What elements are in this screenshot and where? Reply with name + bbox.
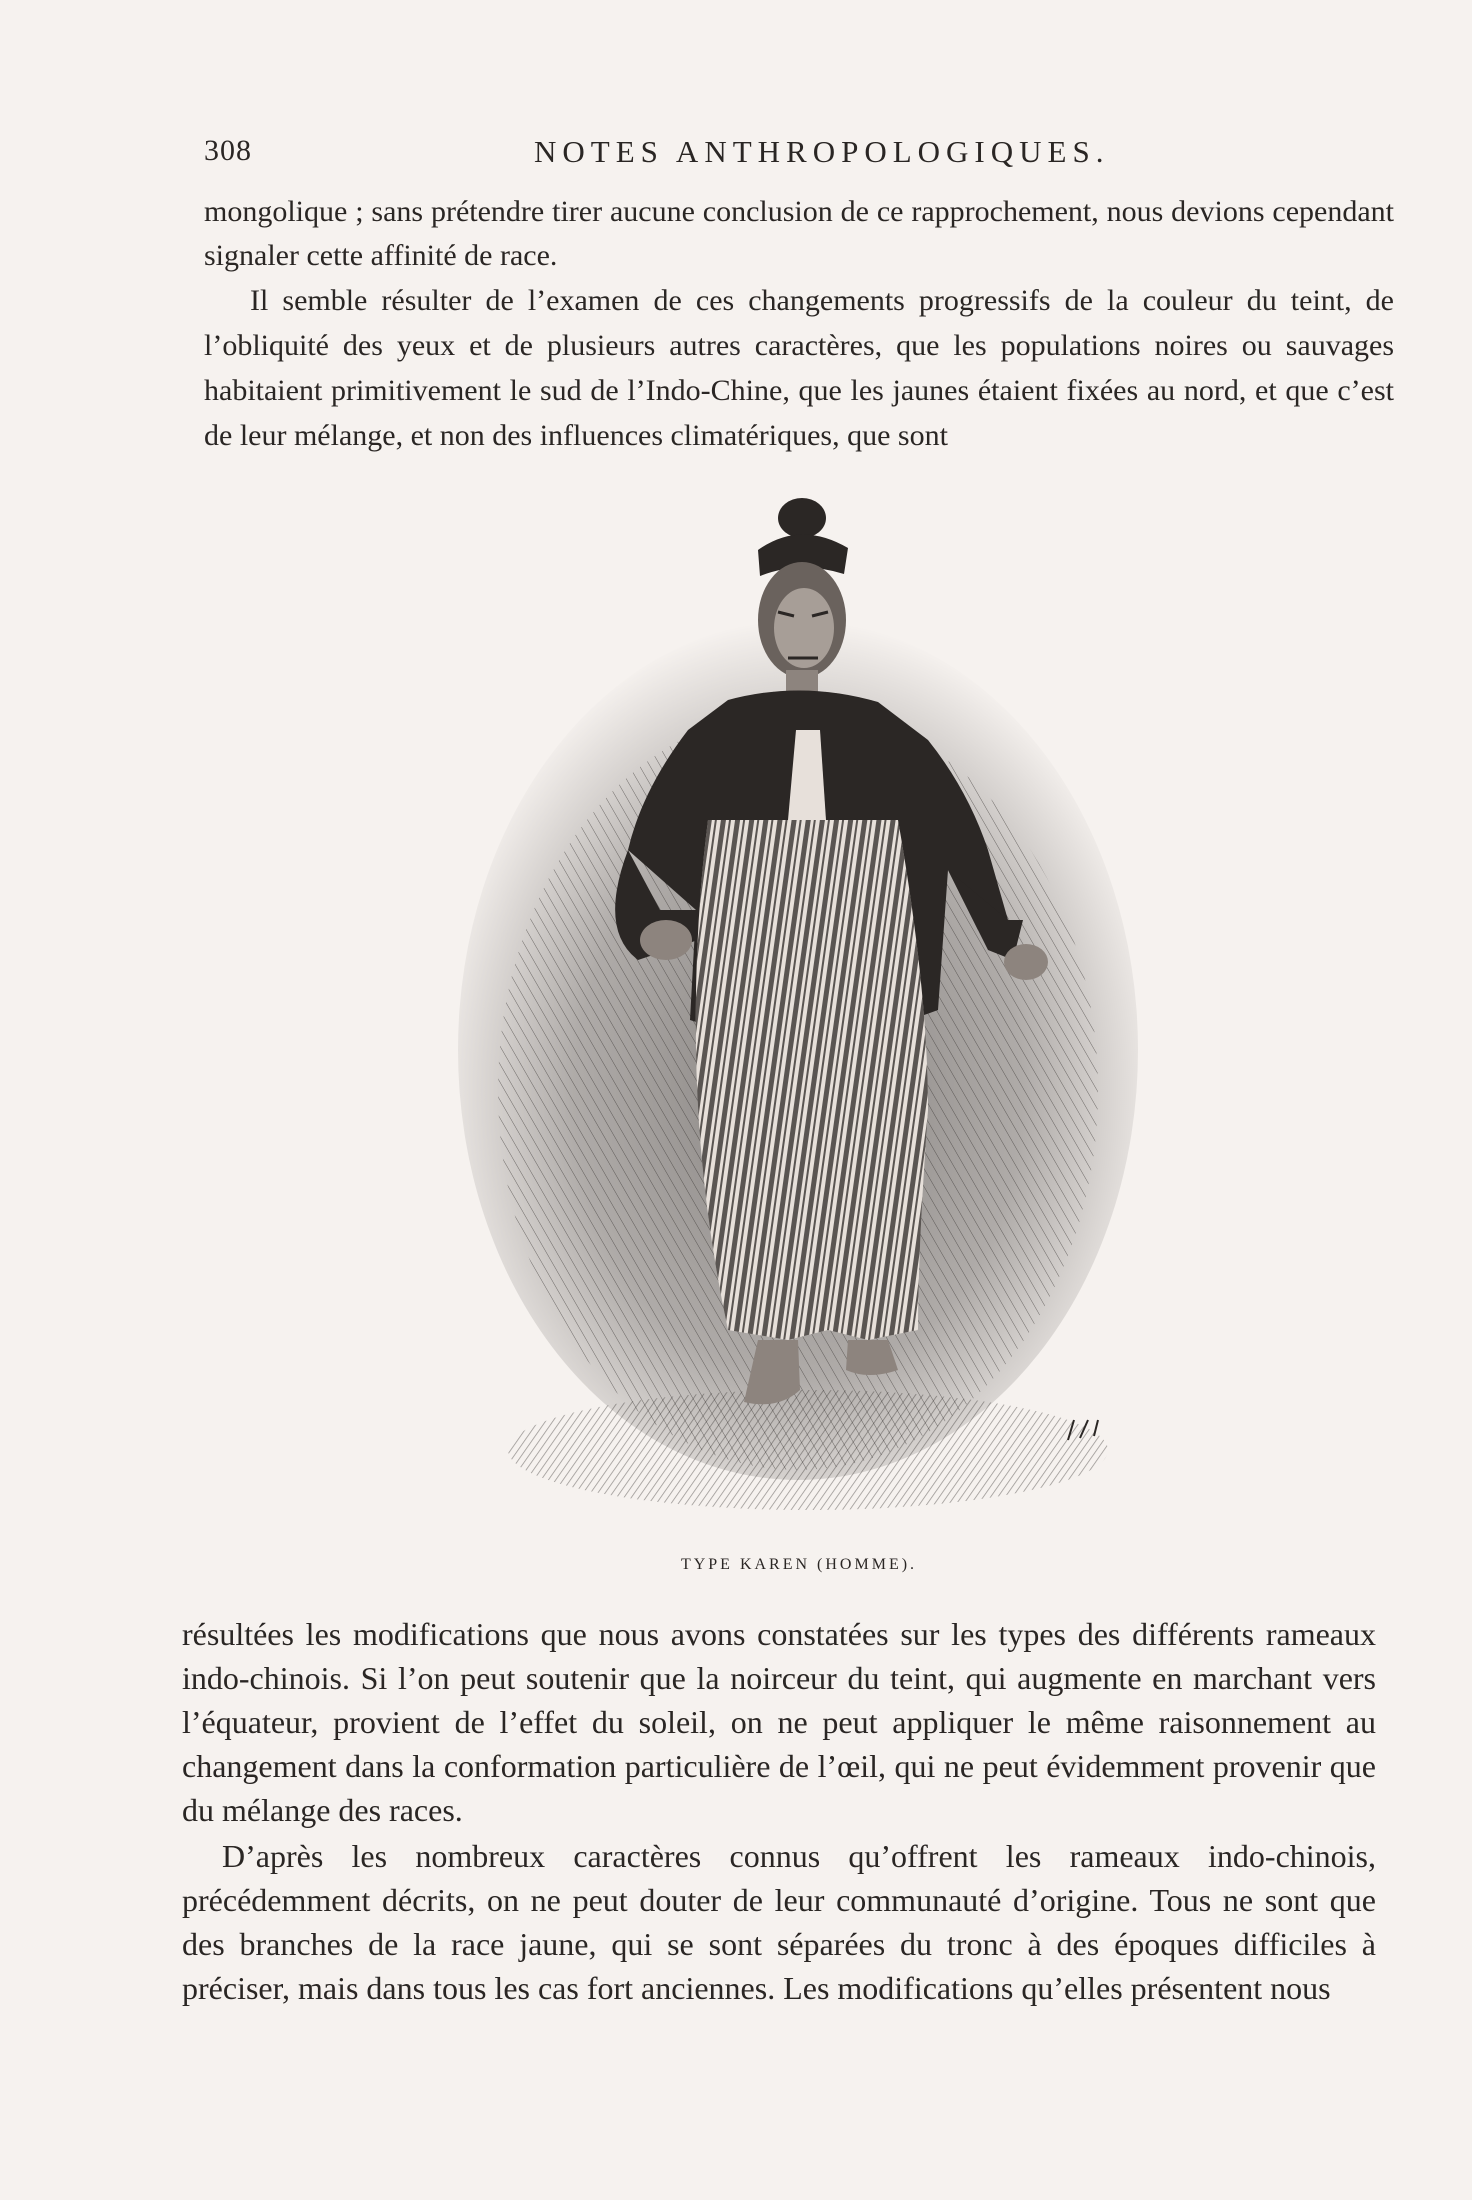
paragraph-bottom-2: D’après les nombreux caractères connus qu’offrent les rameaux indo-chinois, précédemment décrits, on ne peut douter de leur communauté d’origine. Tous ne sont que des branches de la race jaune, qui se sont séparées du tronc à des époques difficiles à préciser, mais dans tous les cas fort anciennes. Les modifications qu’elles présentent nous: [182, 1838, 1376, 2006]
hair-knot: [778, 498, 826, 538]
paragraph-bottom-1: résultées les modifications que nous avons constatées sur les types des différents rameaux indo-chinois. Si l’on peut soutenir que la noirceur du teint, qui augmente en marchant vers l’équateur, provient de l’effet du soleil, on ne peut appliquer le même raisonnement au changement dans la conformation particulière de l’œil, qui ne peut évidemment provenir que du mélange des races.: [182, 1616, 1376, 1828]
paragraph-top-1: mongolique ; sans prétendre tirer aucune conclusion de ce rapprochement, nous devions cependant signaler cette affinité de race.: [204, 195, 1394, 272]
paragraph-top-2: Il semble résulter de l’examen de ces changements progressifs de la couleur du teint, de l’obliquité des yeux et de plusieurs autres caractères, que les populations noires ou sauvages habitaient primitivement le sud de l’Indo-Chine, que les jaunes étaient fixées au nord, et que c’est de leur mélange, et non des influences climatériques, que sont: [204, 284, 1394, 452]
sarong-stripes: [696, 820, 928, 1340]
page-number: 308: [204, 134, 252, 167]
right-hand: [1004, 944, 1048, 980]
engraving-karen-man: [428, 490, 1188, 1540]
face-light: [774, 588, 834, 668]
header-title: NOTES ANTHROPOLOGIQUES.: [534, 134, 1110, 169]
ground-shading: [508, 1390, 1108, 1510]
running-head: [204, 128, 1394, 178]
engraving-illustration: [428, 490, 1188, 1540]
left-hand: [640, 920, 692, 960]
figure-caption: TYPE KAREN (HOMME).: [680, 1556, 918, 1573]
